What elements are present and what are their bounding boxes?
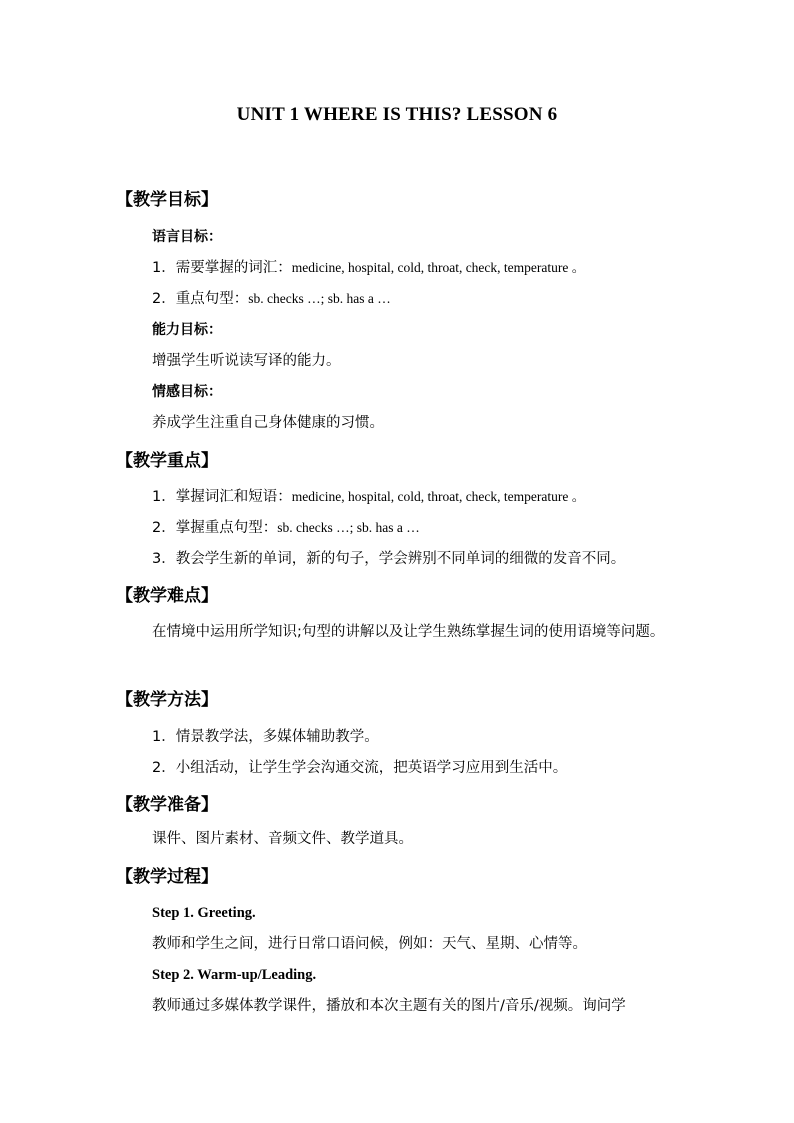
step-1-title: Step 1. Greeting.	[152, 905, 256, 921]
key-point-2	[152, 518, 420, 538]
language-item-1	[152, 258, 585, 278]
language-item-1-words: medicine, hospital, cold, throat, check, temperature 。	[291, 260, 586, 275]
method-item-1: 1．情景教学法，多媒体辅助教学。	[152, 729, 379, 745]
label-ability-objective: 能力目标：	[152, 322, 222, 338]
document-title: UNIT 1 WHERE IS THIS? LESSON 6	[236, 104, 558, 125]
key-point-3: 3．教会学生新的单词，新的句子，学会辨别不同单词的细微的发音不同。	[152, 551, 626, 567]
step-2-text: 教师通过多媒体教学课件，播放和本次主题有关的图片/音乐/视频。询问学	[152, 998, 626, 1014]
step-2-title: Step 2. Warm-up/Leading.	[152, 967, 317, 983]
difficulties-text: 在情境中运用所学知识;句型的讲解以及让学生熟练掌握生词的使用语境等问题。	[152, 624, 665, 640]
heading-difficulties: 【教学难点】	[116, 586, 218, 606]
heading-methods: 【教学方法】	[116, 690, 218, 710]
language-item-2-prefix: 2．重点句型：	[152, 291, 249, 307]
step-1-text: 教师和学生之间，进行日常口语问候，例如：天气、星期、心情等。	[152, 936, 587, 952]
label-language-objective: 语言目标：	[152, 229, 222, 245]
language-item-2-patterns: sb. checks …; sb. has a …	[248, 291, 391, 306]
method-item-2: 2．小组活动，让学生学会沟通交流，把英语学习应用到生活中。	[152, 760, 568, 776]
heading-process: 【教学过程】	[116, 867, 218, 887]
language-item-1-prefix: 1．需要掌握的词汇：	[152, 260, 292, 276]
label-emotion-objective: 情感目标：	[152, 384, 222, 400]
heading-key-points: 【教学重点】	[116, 451, 218, 471]
key-point-1-prefix: 1．掌握词汇和短语：	[152, 489, 292, 505]
emotion-objective-text: 养成学生注重自己身体健康的习惯。	[152, 415, 384, 431]
key-point-2-prefix: 2．掌握重点句型：	[152, 520, 278, 536]
heading-preparation: 【教学准备】	[116, 795, 218, 815]
ability-objective-text: 增强学生听说读写译的能力。	[152, 353, 341, 369]
key-point-1	[152, 487, 585, 507]
key-point-1-words: medicine, hospital, cold, throat, check, temperature 。	[291, 489, 586, 504]
heading-objectives: 【教学目标】	[116, 190, 218, 210]
key-point-2-patterns: sb. checks …; sb. has a …	[277, 520, 420, 535]
preparation-text: 课件、图片素材、音频文件、教学道具。	[152, 831, 413, 847]
language-item-2	[152, 289, 391, 309]
